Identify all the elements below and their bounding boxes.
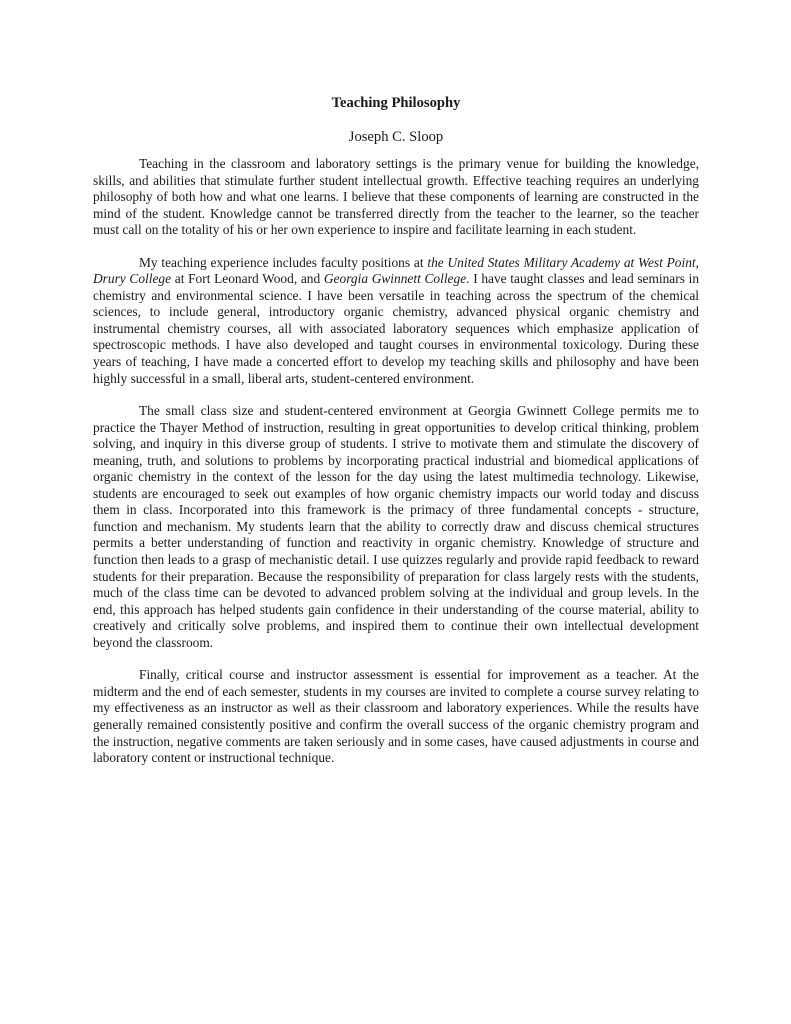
paragraph-assessment: Finally, critical course and instructor assessment is essential for improvement as a teacher. At the midterm and the end of each semester, students in my courses are invited to complete a course survey relating to my effectiveness as an instructor as well as their classroom and laboratory experiences. While the results have generally remained consistently positive and confirm the overall success of the organic chemistry program and the instruction, negative comments are taken seriously and in some cases, have caused adjustments in course and laboratory content or instructional technique. <box>93 667 699 766</box>
institution-drury: Drury College <box>93 271 172 287</box>
paragraph-introduction: Teaching in the classroom and laboratory settings is the primary venue for building the knowledge, skills, and abilities that stimulate further student intellectual growth. Effective teaching requires an underlying philosophy of both how and what one learns. I believe that these components of learning are constructed in the mind of the student. Knowledge cannot be transferred directly from the teacher to the learner, so the teacher must call on the totality of his or her own experience to inspire and facilitate learning in each student. <box>93 156 699 238</box>
document-title: Teaching Philosophy <box>331 95 461 111</box>
document-body <box>93 92 699 767</box>
experience-text-3: . I have taught classes and lead seminars in chemistry and environmental science. I have been versatile in teaching across the spectrum of the chemical sciences, to include general, introductory organic chemistry, advanced physical organic chemistry and instrumental chemistry courses, all with associated laboratory sequences which emphasize application of spectroscopic methods. I have also developed and taught courses in environmental toxicology. During these years of teaching, I have made a concerted effort to develop my teaching skills and philosophy and have been highly successful in a small, liberal arts, student-centered environment. <box>93 271 700 386</box>
experience-text-2: at Fort Leonard Wood, and <box>171 271 324 287</box>
experience-separator: , <box>695 254 699 270</box>
experience-text-1: My teaching experience includes faculty positions at <box>139 254 428 270</box>
author-name: Joseph C. Sloop <box>348 129 444 145</box>
institution-ggc: Georgia Gwinnett College <box>323 271 467 287</box>
paragraph-method: The small class size and student-centered environment at Georgia Gwinnett College permits me to practice the Thayer Method of instruction, resulting in great opportunities to develop critical thinking, problem solving, and inquiry in this diverse group of students. I strive to motivate them and stimulate the discovery of meaning, truth, and solutions to problems by incorporating practical industrial and biomedical applications of organic chemistry in the context of the lesson for the day using the latest multimedia technology. Likewise, students are encouraged to seek out examples of how organic chemistry impacts our world today and discuss them in class. Incorporated into this framework is the primacy of three fundamental concepts - structure, function and mechanism. My students learn that the ability to correctly draw and discuss chemical structures permits a better understanding of function and reactivity in organic chemistry. Knowledge of structure and function then leads to a grasp of mechanistic detail. I use quizzes regularly and provide rapid feedback to reward students for their preparation. Because the responsibility of preparation for class largely rests with the students, much of the class time can be devoted to advanced problem solving at the individual and group levels. In the end, this approach has helped students gain confidence in their understanding of the course material, ability to creatively and critically solve problems, and inspired them to continue their own intellectual development beyond the classroom. <box>93 403 699 650</box>
paragraph-experience <box>93 255 699 387</box>
institution-west-point: the United States Military Academy at West Point <box>427 254 696 270</box>
